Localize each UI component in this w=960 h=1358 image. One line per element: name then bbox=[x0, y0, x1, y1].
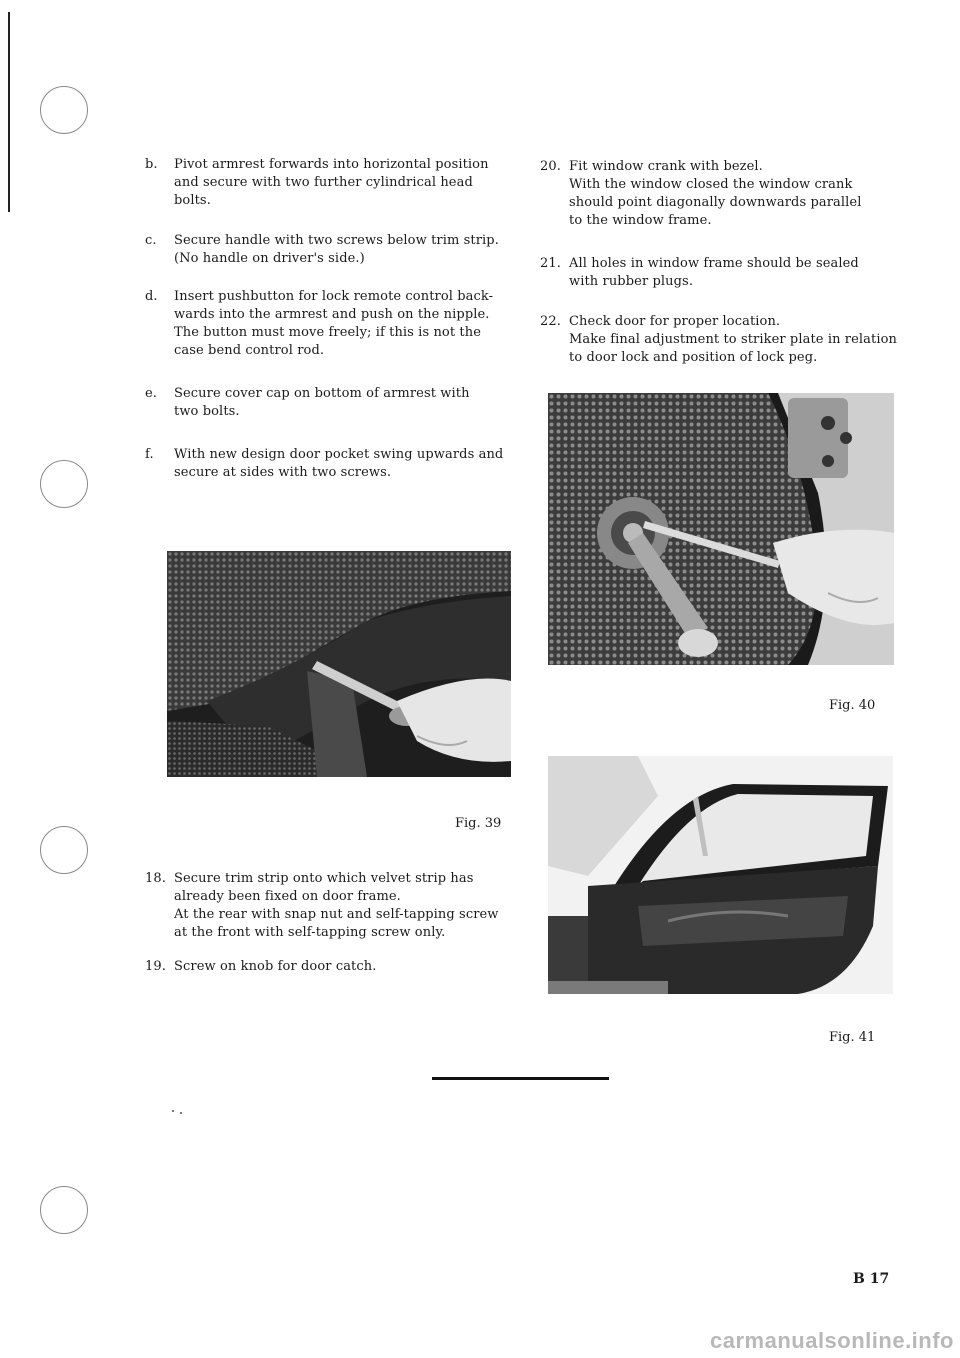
step-text-line: should point diagonally downwards parallel bbox=[569, 195, 862, 210]
step-e bbox=[145, 385, 470, 421]
figure-40-caption: Fig. 40 bbox=[829, 698, 876, 713]
step-text-line: (No handle on driver's side.) bbox=[174, 251, 365, 266]
punch-hole bbox=[40, 826, 88, 874]
step-text-line: to door lock and position of lock peg. bbox=[569, 350, 818, 365]
step-text-line: Make final adjustment to striker plate in relation bbox=[569, 332, 897, 347]
step-19 bbox=[145, 958, 376, 976]
step-text-line: With new design door pocket swing upwards and bbox=[174, 447, 504, 462]
step-marker: c. bbox=[145, 233, 157, 248]
step-text-line: Insert pushbutton for lock remote control back- bbox=[174, 289, 494, 304]
step-text-line: wards into the armrest and push on the nipple. bbox=[174, 307, 490, 322]
page-edge-line bbox=[8, 12, 10, 212]
step-text-line: two bolts. bbox=[174, 404, 240, 419]
scan-speck bbox=[172, 1110, 174, 1112]
step-marker: 19. bbox=[145, 959, 166, 974]
step-22 bbox=[540, 313, 897, 367]
figure-39-caption: Fig. 39 bbox=[455, 816, 502, 831]
section-divider bbox=[432, 1077, 609, 1080]
step-marker: b. bbox=[145, 157, 158, 172]
step-text-line: secure at sides with two screws. bbox=[174, 465, 392, 480]
step-text-line: with rubber plugs. bbox=[569, 274, 694, 289]
step-text-line: At the rear with snap nut and self-tapping screw bbox=[174, 907, 499, 922]
step-text-line: Pivot armrest forwards into horizontal position bbox=[174, 157, 489, 172]
figure-41-caption: Fig. 41 bbox=[829, 1030, 876, 1045]
step-text-line: Screw on knob for door catch. bbox=[174, 959, 377, 974]
step-text-line: Secure cover cap on bottom of armrest with bbox=[174, 386, 470, 401]
step-text-line: case bend control rod. bbox=[174, 343, 325, 358]
footer-watermark: carmanualsonline.info bbox=[710, 1328, 954, 1353]
step-text-line: Check door for proper location. bbox=[569, 314, 781, 329]
step-20 bbox=[540, 158, 861, 230]
punch-hole bbox=[40, 460, 88, 508]
step-marker: 18. bbox=[145, 871, 166, 886]
step-text-line: and secure with two further cylindrical head bbox=[174, 175, 473, 190]
step-marker: 20. bbox=[540, 159, 561, 174]
step-marker: 22. bbox=[540, 314, 561, 329]
step-text-line: already been fixed on door frame. bbox=[174, 889, 401, 904]
step-text-line: All holes in window frame should be sealed bbox=[569, 256, 859, 271]
punch-hole bbox=[40, 1186, 88, 1234]
figure-41-photo bbox=[548, 756, 893, 994]
step-marker: d. bbox=[145, 289, 158, 304]
step-text-line: to the window frame. bbox=[569, 213, 712, 228]
step-b bbox=[145, 156, 489, 210]
step-text-line: Fit window crank with bezel. bbox=[569, 159, 763, 174]
step-text-line: Secure trim strip onto which velvet strip has bbox=[174, 871, 474, 886]
figure-40-photo bbox=[548, 393, 894, 665]
step-text-line: Secure handle with two screws below trim strip. bbox=[174, 233, 499, 248]
step-text-line: With the window closed the window crank bbox=[569, 177, 853, 192]
step-18 bbox=[145, 870, 499, 942]
figure-39-photo bbox=[167, 551, 511, 777]
step-c bbox=[145, 232, 499, 268]
step-f bbox=[145, 446, 503, 482]
step-d bbox=[145, 288, 493, 360]
step-marker: e. bbox=[145, 386, 158, 401]
page-number: B 17 bbox=[853, 1271, 890, 1287]
step-text-line: at the front with self-tapping screw only. bbox=[174, 925, 446, 940]
step-marker: f. bbox=[145, 447, 154, 462]
step-text-line: The button must move freely; if this is not the bbox=[174, 325, 481, 340]
step-marker: 21. bbox=[540, 256, 561, 271]
step-21 bbox=[540, 255, 859, 291]
step-text-line: bolts. bbox=[174, 193, 211, 208]
punch-hole bbox=[40, 86, 88, 134]
scan-speck bbox=[180, 1112, 182, 1114]
